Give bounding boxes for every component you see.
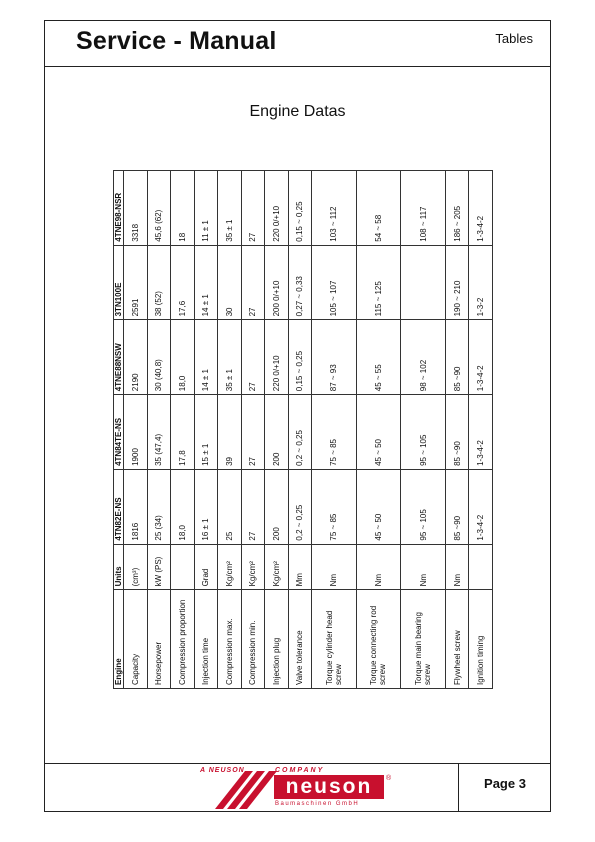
table-row <box>171 171 195 689</box>
logo-wordmark: neuson <box>274 775 384 799</box>
value-cell: 45 ~ 50 <box>356 395 401 470</box>
table-row <box>124 171 148 689</box>
value-cell: 1816 <box>124 469 148 544</box>
value-cell: 14 ± 1 <box>194 245 218 320</box>
value-cell: 0,2 ~ 0,25 <box>288 469 312 544</box>
engine-data-table <box>113 170 493 689</box>
value-cell: 0,2 ~ 0,25 <box>288 395 312 470</box>
value-cell: 27 <box>241 245 265 320</box>
row-label: Torque cylinder head screw <box>312 590 357 689</box>
value-cell: 14 ± 1 <box>194 320 218 395</box>
unit-cell: Kg/cm² <box>218 544 242 590</box>
value-cell: 1-3-4-2 <box>469 320 493 395</box>
value-cell: 25 (34) <box>147 469 171 544</box>
unit-cell <box>171 544 195 590</box>
value-cell: 108 ~ 117 <box>401 171 446 246</box>
unit-cell: Mm <box>288 544 312 590</box>
header-divider <box>44 66 551 67</box>
value-cell: 85 ~90 <box>445 469 469 544</box>
table-row <box>218 171 242 689</box>
value-cell: 27 <box>241 395 265 470</box>
table-row <box>469 171 493 689</box>
value-cell: 220 0/+10 <box>265 171 289 246</box>
page-number: Page 3 <box>484 776 526 791</box>
unit-cell: Nm <box>401 544 446 590</box>
logo-company-label: COMPANY <box>275 767 325 774</box>
value-cell: 54 ~ 58 <box>356 171 401 246</box>
value-cell: 186 ~ 205 <box>445 171 469 246</box>
unit-cell: Nm <box>356 544 401 590</box>
column-header: Units <box>114 544 124 590</box>
column-header: 4TN84TE-NS <box>114 395 124 470</box>
row-label: Flywheel screw <box>445 590 469 689</box>
value-cell: 17,6 <box>171 245 195 320</box>
value-cell: 200 0/+10 <box>265 245 289 320</box>
unit-cell: Nm <box>312 544 357 590</box>
value-cell: 1-3-4-2 <box>469 395 493 470</box>
table-row <box>312 171 357 689</box>
unit-cell: Grad <box>194 544 218 590</box>
table-row <box>288 171 312 689</box>
value-cell: 27 <box>241 469 265 544</box>
value-cell: 3318 <box>124 171 148 246</box>
row-label: Compression max. <box>218 590 242 689</box>
row-label: Ignition timing <box>469 590 493 689</box>
table-row <box>445 171 469 689</box>
table-row <box>401 171 446 689</box>
row-label: Compression proportion <box>171 590 195 689</box>
value-cell: 200 <box>265 395 289 470</box>
row-label: Torque connecting rod screw <box>356 590 401 689</box>
column-header: 4TN82E-NS <box>114 469 124 544</box>
value-cell: 18 <box>171 171 195 246</box>
value-cell: 27 <box>241 171 265 246</box>
value-cell: 115 ~ 125 <box>356 245 401 320</box>
unit-cell: Nm <box>445 544 469 590</box>
column-header: 4TNE88NSW <box>114 320 124 395</box>
value-cell: 45,6 (62) <box>147 171 171 246</box>
registered-mark: ® <box>386 775 392 782</box>
value-cell: 25 <box>218 469 242 544</box>
row-label: Capacity <box>124 590 148 689</box>
page-heading: Engine Datas <box>249 103 346 120</box>
value-cell: 0,15 ~ 0,25 <box>288 171 312 246</box>
unit-cell: (cm³) <box>124 544 148 590</box>
value-cell: 2190 <box>124 320 148 395</box>
value-cell: 1-3-4-2 <box>469 469 493 544</box>
section-label: Tables <box>495 31 533 46</box>
row-label: Compression min. <box>241 590 265 689</box>
value-cell: 190 ~ 210 <box>445 245 469 320</box>
row-label: Injection plug <box>265 590 289 689</box>
table-row <box>356 171 401 689</box>
row-label: Injection time <box>194 590 218 689</box>
value-cell: 1900 <box>124 395 148 470</box>
value-cell: 200 <box>265 469 289 544</box>
logo-subline: Baumaschinen GmbH <box>275 801 360 807</box>
column-header: 4TNE98-NSR <box>114 171 124 246</box>
value-cell: 105 ~ 107 <box>312 245 357 320</box>
table-header-row <box>114 171 124 689</box>
value-cell: 220 0/+10 <box>265 320 289 395</box>
value-cell: 27 <box>241 320 265 395</box>
value-cell: 85 ~90 <box>445 320 469 395</box>
unit-cell: Kg/cm² <box>241 544 265 590</box>
column-header: Engine <box>114 590 124 689</box>
value-cell: 39 <box>218 395 242 470</box>
value-cell: 95 ~ 105 <box>401 395 446 470</box>
table-row <box>194 171 218 689</box>
value-cell: 75 ~ 85 <box>312 469 357 544</box>
value-cell: 16 ± 1 <box>194 469 218 544</box>
value-cell: 45 ~ 50 <box>356 469 401 544</box>
column-header: 3TN100E <box>114 245 124 320</box>
value-cell: 75 ~ 85 <box>312 395 357 470</box>
unit-cell: Kg/cm² <box>265 544 289 590</box>
value-cell: 0,15 ~ 0,25 <box>288 320 312 395</box>
value-cell: 1-3-2 <box>469 245 493 320</box>
value-cell: 38 (52) <box>147 245 171 320</box>
value-cell: 2591 <box>124 245 148 320</box>
value-cell: 35 (47,4) <box>147 395 171 470</box>
value-cell: 45 ~ 55 <box>356 320 401 395</box>
value-cell: 18,0 <box>171 469 195 544</box>
value-cell: 1-3-4-2 <box>469 171 493 246</box>
value-cell: 18,0 <box>171 320 195 395</box>
value-cell: 0,27 ~ 0,33 <box>288 245 312 320</box>
table-row <box>241 171 265 689</box>
value-cell: 17,8 <box>171 395 195 470</box>
row-label: Horsepower <box>147 590 171 689</box>
value-cell: 30 <box>218 245 242 320</box>
row-label: Torque main bearing screw <box>401 590 446 689</box>
value-cell: 87 ~ 93 <box>312 320 357 395</box>
value-cell: 30 (40,8) <box>147 320 171 395</box>
value-cell: 103 ~ 112 <box>312 171 357 246</box>
value-cell: 95 ~ 105 <box>401 469 446 544</box>
table-row <box>265 171 289 689</box>
value-cell: 35 ± 1 <box>218 320 242 395</box>
table-row <box>147 171 171 689</box>
value-cell: 35 ± 1 <box>218 171 242 246</box>
row-label: Valve tolerance <box>288 590 312 689</box>
unit-cell: kW (PS) <box>147 544 171 590</box>
value-cell <box>401 245 446 320</box>
engine-table-container <box>113 170 493 689</box>
logo-tagline: A NEUSON <box>200 767 245 774</box>
value-cell: 85 ~90 <box>445 395 469 470</box>
unit-cell <box>469 544 493 590</box>
manual-title: Service - Manual <box>76 27 277 55</box>
value-cell: 98 ~ 102 <box>401 320 446 395</box>
value-cell: 15 ± 1 <box>194 395 218 470</box>
value-cell: 11 ± 1 <box>194 171 218 246</box>
footer-divider <box>44 763 551 764</box>
